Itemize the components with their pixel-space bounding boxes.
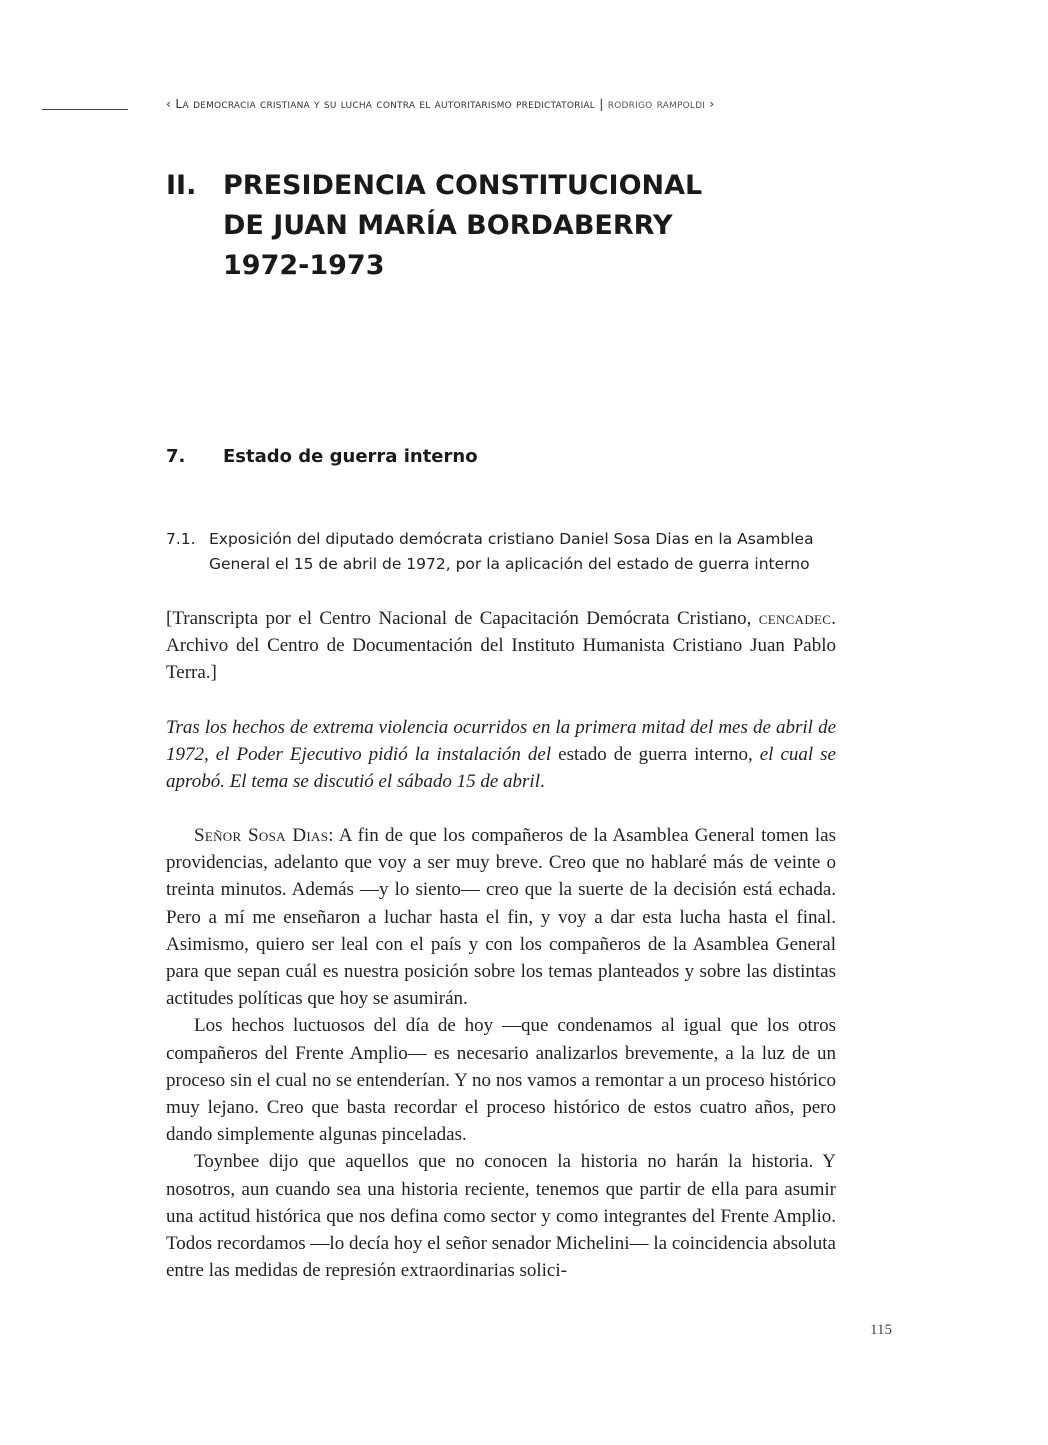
running-head <box>166 96 866 111</box>
source-note-text: [Transcripta por el Centro Nacional de Capacitación Demócrata Cristiano, <box>166 608 759 629</box>
chapter-title-line: PRESIDENCIA CONSTITUCIONAL <box>223 170 703 201</box>
page-number: 115 <box>870 1322 892 1338</box>
intro-italic: Tras los hechos de extrema violencia ocurridos en la primera mitad del mes de abril de 1972, el Poder Ejecutivo pidió la instalación del <box>166 717 836 766</box>
speech-text: : A fin de que los compañeros de la Asamblea General tomen las providencias, adelanto que voy a ser muy breve. Creo que no hablaré más de veinte o treinta minutos. Además —y lo siento— creo que la suerte de la decisión está echada. Pero a mí me enseñaron a luchar hasta el fin, y voy a dar esta lucha hasta el final. Asimismo, quiero ser leal con el país y con los compañeros de la Asamblea General para que sepan cuál es nuestra posición sobre los temas planteados y sobre las distintas actitudes políticas que hoy se asumirán. <box>166 825 837 1010</box>
subsection-title: Exposición del diputado demócrata cristiano Daniel Sosa Dias en la Asamblea General el 15 de abril de 1972, por la aplicación del estado de guerra interno <box>209 530 814 573</box>
running-head-close: › <box>705 96 715 111</box>
intro-roman: estado de guerra interno, <box>551 744 760 766</box>
chapter-number: II. <box>166 170 197 201</box>
speech-body <box>166 822 836 1284</box>
section-title: Estado de guerra interno <box>223 446 478 467</box>
source-note-text: . Archivo del Centro de Documentación del Instituto Humanista Cristiano Juan Pablo Terra.] <box>166 608 836 684</box>
source-note-acronym: cencadec <box>758 608 832 629</box>
source-note <box>166 605 836 687</box>
intro-italic: el cual se aprobó. El tema se discutió el sábado 15 de abril <box>166 744 836 793</box>
intro-end: . <box>540 771 545 793</box>
chapter-title-line: DE JUAN MARÍA BORDABERRY <box>223 210 673 241</box>
header-rule <box>42 109 128 110</box>
speaker-name: Señor Sosa Dias <box>194 825 329 846</box>
running-head-separator: | <box>595 96 608 111</box>
speech-paragraph: Los hechos luctuosos del día de hoy —que condenamos al igual que los otros compañeros del Frente Amplio— es necesario analizarlos brevemente, a la luz de un proceso sin el cual no se entenderían. Y no nos vamos a remontar a un proceso histórico muy lejano. Creo que basta recordar el proceso histórico de estos cuatro años, pero dando simplemente algunas pinceladas. <box>166 1015 836 1146</box>
running-head-open: ‹ <box>166 96 176 111</box>
speech-paragraph: Toynbee dijo que aquellos que no conocen la historia no harán la historia. Y nosotros, aun cuando sea una historia reciente, tenemos que partir de ella para asumir una actitud histórica que nos defina como sector y como integrantes del Frente Amplio. Todos recordamos —lo decía hoy el señor senador Michelini— la coincidencia absoluta entre las medidas de represión extraordinarias solici- <box>166 1151 836 1282</box>
running-head-author: rodrigo rampoldi <box>607 96 706 111</box>
section-number: 7. <box>166 446 186 467</box>
intro-paragraph <box>166 714 836 796</box>
running-head-book-title: La democracia cristiana y su lucha contra el autoritarismo predictatorial <box>175 96 596 111</box>
chapter-title <box>223 166 783 286</box>
subsection-number: 7.1. <box>166 530 196 548</box>
speech-paragraph <box>166 822 836 1012</box>
chapter-title-line: 1972-1973 <box>223 250 385 281</box>
